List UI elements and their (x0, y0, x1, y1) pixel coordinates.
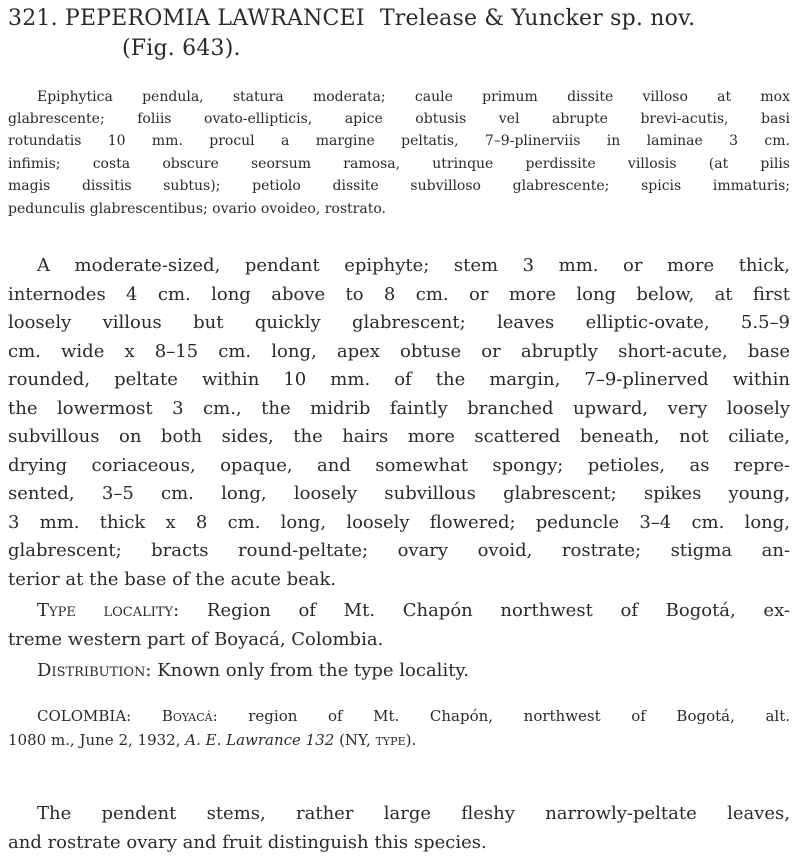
description-line: subvillous on both sides, the hairs more scattered beneath, not ciliate, (8, 426, 790, 447)
description-line: loosely villous but quickly glabrescent; leaves elliptic-ovate, 5.5–9 (8, 312, 790, 333)
description-line: drying coriaceous, opaque, and somewhat spongy; petioles, as repre- (8, 455, 790, 476)
description-line: rounded, peltate within 10 mm. of the margin, 7–9-plinerved within (8, 369, 790, 390)
latin-line: glabrescente; foliis ovato-ellipticis, apice obtusis vel abrupte brevi-acutis, basi (8, 111, 790, 127)
specimen-locality: : region of Mt. Chapón, northwest of Bogotá, alt. (212, 707, 790, 725)
description-line: A moderate-sized, pendant epiphyte; stem 3 mm. or more thick, (37, 255, 790, 276)
distribution (37, 660, 469, 681)
description-line: internodes 4 cm. long above to 8 cm. or more long below, at first (8, 284, 790, 305)
description-line: the lowermost 3 cm., the midrib faintly branched upward, very loosely (8, 398, 790, 419)
specimen-citation (37, 707, 790, 725)
specimen-collector: A. E. Lawrance 132 (185, 731, 335, 749)
description-line: glabrescent; bracts round-peltate; ovary ovoid, rostrate; stigma an- (8, 540, 790, 561)
type-locality-continued: treme western part of Boyacá, Colombia. (8, 629, 384, 650)
figure-reference: (Fig. 643). (122, 36, 241, 61)
specimen-citation-continued (8, 731, 416, 749)
description-line: 3 mm. thick x 8 cm. long, loosely flowered; peduncle 3–4 cm. long, (8, 512, 790, 533)
distribution-text: : Known only from the type locality. (145, 660, 469, 681)
specimen-department: Boyacá (161, 707, 213, 725)
latin-line: pedunculis glabrescentibus; ovario ovoideo, rostrato. (8, 201, 386, 217)
remarks-line: and rostrate ovary and fruit distinguish this species. (8, 832, 487, 853)
specimen-close: ). (405, 731, 417, 749)
specimen-herbarium: (NY, (334, 731, 376, 749)
type-locality-text: : Region of Mt. Chapón northwest of Bogotá, ex- (173, 600, 790, 621)
description-line: cm. wide x 8–15 cm. long, apex obtuse or abruptly short-acute, base (8, 341, 790, 362)
species-authors: Trelease & Yuncker sp. nov. (379, 6, 696, 31)
latin-line: Epiphytica pendula, statura moderata; caule primum dissite villoso at mox (37, 89, 790, 105)
distribution-label: Distribution (37, 660, 146, 681)
species-name: 321. PEPEROMIA LAWRANCEI (8, 6, 365, 31)
latin-line: rotundatis 10 mm. procul a margine peltatis, 7–9-plinerviis in laminae 3 cm. (8, 133, 790, 149)
species-heading (8, 6, 792, 31)
description-line: sented, 3–5 cm. long, loosely subvillous glabrescent; spikes young, (8, 483, 790, 504)
specimen-country: COLOMBIA: (37, 707, 132, 725)
latin-line: magis dissitis subtus); petiolo dissite subvilloso glabrescente; spicis immaturis; (8, 178, 790, 194)
specimen-elevation-date: 1080 m., June 2, 1932, (8, 731, 186, 749)
latin-line: infimis; costa obscure seorsum ramosa, utrinque perdissite villosis (at pilis (8, 156, 790, 172)
description-line: terior at the base of the acute beak. (8, 569, 337, 590)
type-locality (37, 600, 790, 621)
type-locality-label: Type locality (37, 600, 174, 621)
specimen-type-label: type (375, 731, 406, 749)
remarks-line: The pendent stems, rather large fleshy narrowly-peltate leaves, (37, 803, 790, 824)
